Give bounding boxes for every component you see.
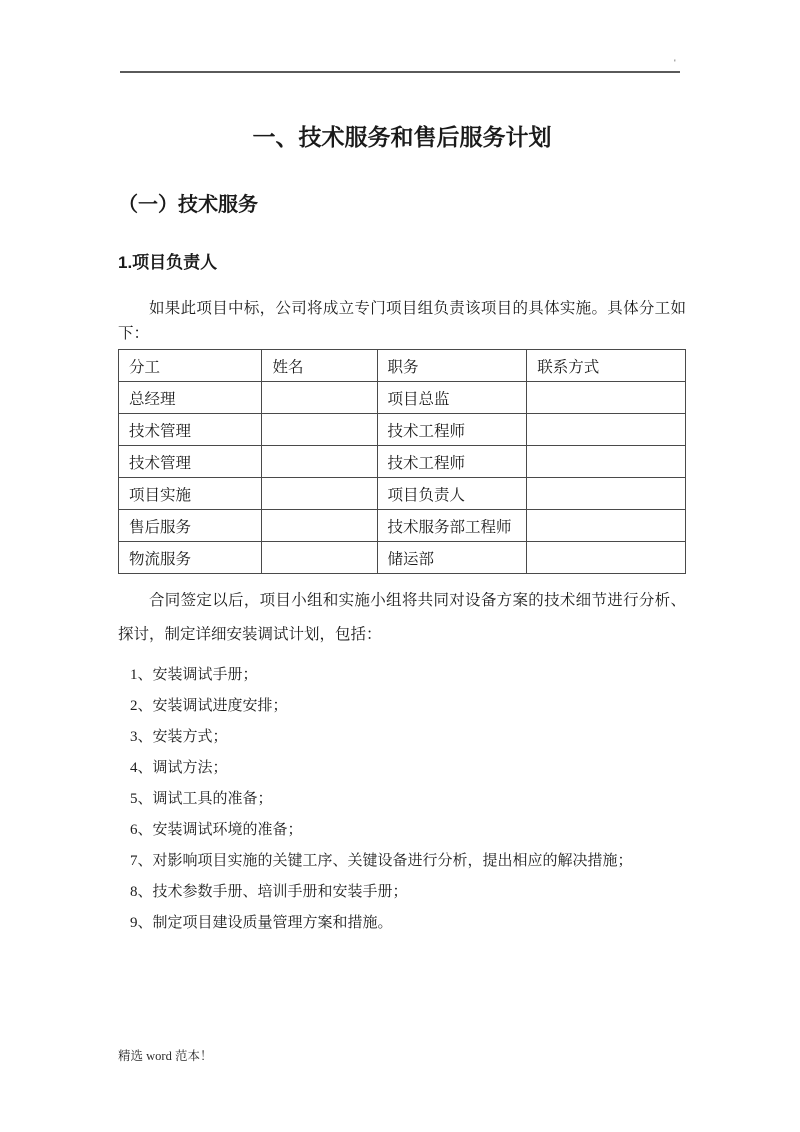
table-header-cell: 姓名: [262, 350, 377, 382]
post-table-paragraph: 合同签定以后，项目小组和实施小组将共同对设备方案的技术细节进行分析、探讨，制定详细安装调试计划，包括：: [118, 592, 686, 643]
table-cell: 技术管理: [119, 414, 262, 446]
table-row: [119, 510, 686, 542]
table-row: [119, 542, 686, 574]
table-cell: [262, 414, 377, 446]
list-item: 6、安装调试环境的准备；: [130, 822, 303, 838]
table-cell: 物流服务: [119, 542, 262, 574]
table-cell: [527, 510, 686, 542]
table-cell: [262, 510, 377, 542]
table-header-cell: 联系方式: [527, 350, 686, 382]
table-cell: [262, 542, 377, 574]
table-cell: 储运部: [377, 542, 527, 574]
table-cell: [527, 446, 686, 478]
table-cell: 售后服务: [119, 510, 262, 542]
table-cell: [527, 478, 686, 510]
table-cell: 项目负责人: [377, 478, 527, 510]
assignment-table: [118, 349, 686, 574]
table-cell: [262, 446, 377, 478]
list-item: 2、安装调试进度安排；: [130, 698, 288, 714]
section-heading: （一）技术服务: [118, 194, 258, 216]
header-rule: [120, 71, 680, 73]
subsection-heading: 1.项目负责人: [118, 253, 218, 272]
table-cell: 项目实施: [119, 478, 262, 510]
table-cell: 项目总监: [377, 382, 527, 414]
table-row: [119, 446, 686, 478]
table-cell: [527, 542, 686, 574]
table-cell: 技术工程师: [377, 414, 527, 446]
list-item: 8、技术参数手册、培训手册和安装手册；: [130, 884, 408, 900]
footer-note: 精选 word 范本！: [118, 1049, 213, 1063]
table-cell: 技术服务部工程师: [377, 510, 527, 542]
table-header-row: [119, 350, 686, 382]
table-header-cell: 分工: [119, 350, 262, 382]
table-cell: [262, 382, 377, 414]
table-row: [119, 382, 686, 414]
list-item: 9、制定项目建设质量管理方案和措施。: [130, 915, 393, 931]
intro-paragraph: 如果此项目中标，公司将成立专门项目组负责该项目的具体实施。具体分工如下：: [118, 300, 686, 342]
header-stray-mark: ': [674, 58, 676, 68]
table-cell: 技术管理: [119, 446, 262, 478]
table-row: [119, 478, 686, 510]
list-item: 3、安装方式；: [130, 729, 228, 745]
installation-plan-list: [118, 660, 686, 939]
table-row: [119, 414, 686, 446]
document-title: 一、技术服务和售后服务计划: [252, 124, 552, 150]
list-item: 1、安装调试手册；: [130, 667, 258, 683]
table-cell: 总经理: [119, 382, 262, 414]
table-cell: [527, 414, 686, 446]
list-item: 5、调试工具的准备；: [130, 791, 273, 807]
table-header-cell: 职务: [377, 350, 527, 382]
table-cell: 技术工程师: [377, 446, 527, 478]
table-cell: [527, 382, 686, 414]
list-item: 4、调试方法；: [130, 760, 228, 776]
list-item: 7、对影响项目实施的关键工序、关键设备进行分析，提出相应的解决措施；: [130, 853, 633, 869]
table-cell: [262, 478, 377, 510]
